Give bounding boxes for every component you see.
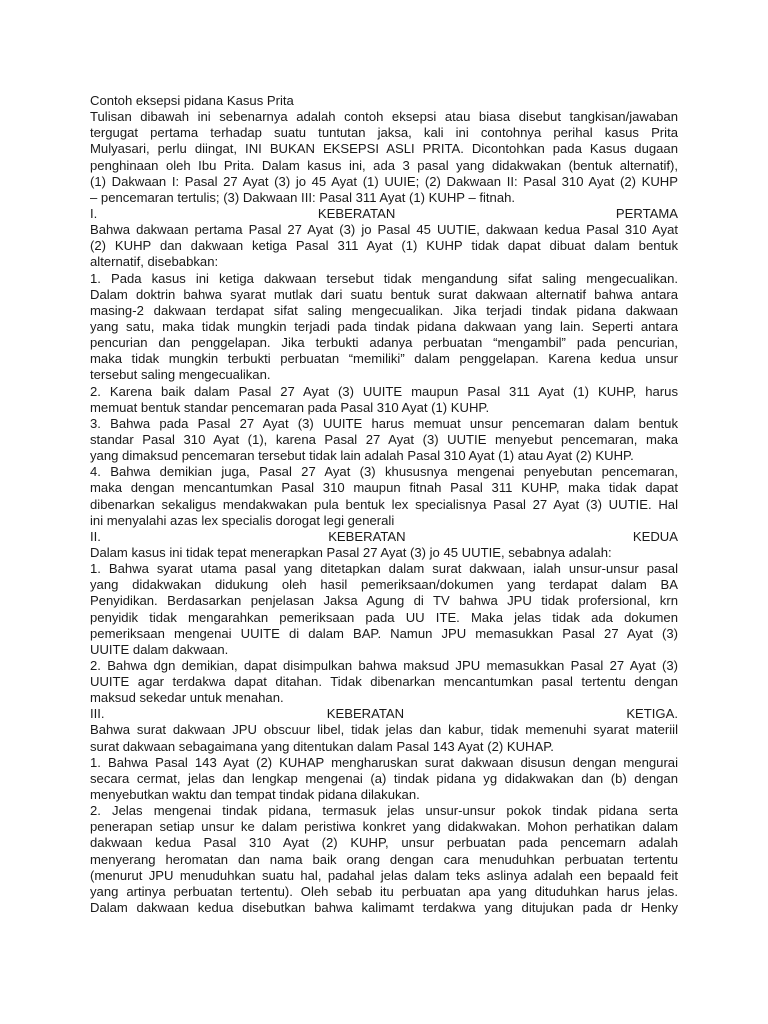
- text-line: Tulisan dibawah ini sebenarnya adalah contoh eksepsi atau biasa disebut tangkisan/jawaban: [90, 109, 678, 125]
- text-line: masing-2 dakwaan terdapat sifat saling mengecualikan. Jika terjadi tindak pidana dakwaan: [90, 302, 678, 318]
- text-line: menyerang heromatan dan nama baik orang dengan cara menuduhkan perbuatan tertentu: [90, 851, 678, 867]
- text-line: Dalam kasus ini tidak tepat menerapkan Pasal 27 Ayat (3) jo 45 UUTIE, sebabnya adalah:: [90, 544, 612, 560]
- text-line: maksud sekedar untuk menahan.: [90, 690, 284, 706]
- text-line: 2. Karena baik dalam Pasal 27 Ayat (3) UUITE maupun Pasal 311 Ayat (1) KUHP, harus: [90, 383, 678, 399]
- section-heading-part: III.: [90, 706, 105, 722]
- text-line: 4. Bahwa demikian juga, Pasal 27 Ayat (3) khususnya mengenai penyebutan pencemaran,: [90, 464, 678, 480]
- section-heading-part: KEBERATAN: [317, 205, 396, 221]
- text-line: menyebutkan waktu dan tempat tindak pidana dilakukan.: [90, 787, 420, 803]
- text-line: dibenarkan sekaligus mendakwakan pula bentuk lex specialisnya Pasal 27 Ayat (3) UUTIE. Hal: [90, 496, 678, 512]
- text-line: 2. Bahwa dgn demikian, dapat disimpulkan bahwa maksud JPU memasukkan Pasal 27 Ayat (3): [90, 657, 678, 673]
- text-line: yang artinya perbuatan tertentu). Oleh sebab itu perbuatan apa yang dituduhkan harus jelas.: [90, 883, 678, 899]
- section-heading: [90, 529, 678, 545]
- section-heading-part: KETIGA.: [626, 706, 678, 722]
- text-line: – pencemaran tertulis; (3) Dakwaan III: Pasal 311 Ayat (1) KUHP – fitnah.: [90, 189, 516, 205]
- text-line: penghinaan oleh Ibu Prita. Dalam kasus ini, ada 3 pasal yang didakwakan (bentuk alternatif),: [90, 157, 678, 173]
- section-heading-part: II.: [90, 528, 101, 544]
- text-line: pemeriksaan mengenai UUITE di dalam BAP. Namun JPU memasukkan Pasal 27 Ayat (3): [90, 625, 678, 641]
- text-line: (2) KUHP dan dakwaan ketiga Pasal 311 Ayat (1) KUHP tidak dapat dibuat dalam bentuk: [90, 238, 678, 254]
- section-heading: [90, 706, 678, 722]
- section-heading-part: KEDUA: [632, 528, 678, 544]
- text-line: standar Pasal 310 Ayat (1), karena Pasal 27 Ayat (3) UUTIE menyebut pencemaran, maka: [90, 431, 678, 447]
- section-heading: [90, 206, 678, 222]
- text-line: Mulyasari, perlu diingat, INI BUKAN EKSEPSI ASLI PRITA. Dicontohkan pada Kasus dugaan: [90, 141, 678, 157]
- text-line: Dalam doktrin bahwa syarat mutlak dari suatu bentuk surat dakwaan alternatif bahwa antara: [90, 286, 678, 302]
- text-line: UUITE dalam dakwaan.: [90, 641, 229, 657]
- text-line: alternatif, disebabkan:: [90, 254, 219, 270]
- section-heading-part: KEBERATAN: [328, 528, 406, 544]
- text-line: penyidik tidak mengarahkan pemeriksaan pada UU ITE. Maka jelas tidak ada dokumen: [90, 609, 678, 625]
- text-line: 1. Bahwa syarat utama pasal yang ditetapkan dalam surat dakwaan, ialah unsur-unsur pasal: [90, 561, 678, 577]
- text-line: Penyidikan. Berdasarkan penjelasan Jaksa Agung di TV bahwa JPU tidak profersional, krn: [90, 593, 678, 609]
- section-heading-part: I.: [90, 205, 98, 221]
- text-line: (1) Dakwaan I: Pasal 27 Ayat (3) jo 45 Ayat (1) UUIE; (2) Dakwaan II: Pasal 310 Ayat (2) KUHP: [90, 173, 678, 189]
- text-line: surat dakwaan sebagaimana yang ditentukan dalam Pasal 143 Ayat (2) KUHAP.: [90, 738, 554, 754]
- section-heading-part: PERTAMA: [615, 205, 678, 221]
- text-line: yang dimaksud pencemaran tersebut tidak lain adalah Pasal 310 Ayat (1) atau Ayat (2) KUHP.: [90, 448, 634, 464]
- text-line: yang satu, maka tidak mungkin terjadi pada tindak pidana dakwaan yang lain. Seperti antara: [90, 318, 678, 334]
- document-title: Contoh eksepsi pidana Kasus Prita: [90, 93, 294, 108]
- text-line: 1. Bahwa Pasal 143 Ayat (2) KUHAP mengharuskan surat dakwaan disusun dengan mengurai: [90, 754, 678, 770]
- text-line: maka dengan mencantumkan Pasal 310 maupun fitnah Pasal 311 KUHP, maka tidak dapat: [90, 480, 678, 496]
- text-line: 3. Bahwa pada Pasal 27 Ayat (3) UUITE harus memuat unsur pencemaran dalam bentuk: [90, 415, 678, 431]
- section-heading-part: KEBERATAN: [326, 706, 405, 722]
- text-line: tergugat pertama terhadap suatu tuntutan jaksa, kali ini contohnya perihal kasus Prita: [90, 125, 678, 141]
- text-line: Dalam dakwaan kedua disebutkan bahwa kalimamt terdakwa yang ditujukan pada dr Henky: [90, 900, 678, 916]
- text-line: tersebut saling mengecualikan.: [90, 367, 271, 383]
- text-line: 1. Pada kasus ini ketiga dakwaan tersebut tidak mengandung sifat saling mengecualikan.: [90, 270, 678, 286]
- text-line: (menurut JPU menuduhkan suatu hal, padahal jelas dalam teks aslinya adalah een bepaald feit: [90, 867, 678, 883]
- text-line: memuat bentuk standar pencemaran pada Pasal 310 Ayat (1) KUHP.: [90, 399, 490, 415]
- text-line: ini menyalahi azas lex specialis dorogat legi generali: [90, 512, 395, 528]
- text-line: Bahwa dakwaan pertama Pasal 27 Ayat (3) jo Pasal 45 UUTIE, dakwaan kedua Pasal 310 Ayat: [90, 222, 678, 238]
- text-line: UUITE agar terdakwa dapat ditahan. Tidak dibenarkan mencantumkan pasal tertentu dengan: [90, 674, 678, 690]
- text-line: dakwaan kedua Pasal 310 Ayat (2) KUHP, unsur perbuatan pada pencemarn adalah: [90, 835, 678, 851]
- text-line: yang didakwakan didukung oleh hasil pemeriksaan/dokumen yang terdapat dalam BA: [90, 577, 678, 593]
- text-line: pencurian dan penggelapan. Jika terbukti adanya perbuatan “mengambil” pada pencurian,: [90, 335, 678, 351]
- text-line: penerapan setiap unsur ke dalam peristiwa konkret yang didakwakan. Mohon perhatikan dalam: [90, 819, 678, 835]
- text-line: 2. Jelas mengenai tindak pidana, termasuk jelas unsur-unsur pokok tindak pidana serta: [90, 803, 678, 819]
- text-line: secara cermat, jelas dan lengkap mengenai (a) tindak pidana yg didakwakan dan (b) dengan: [90, 770, 678, 786]
- text-line: Bahwa surat dakwaan JPU obscuur libel, tidak jelas dan kabur, tidak memenuhi syarat materiil: [90, 722, 678, 738]
- text-line: maka tidak mungkin terbukti perbuatan “memiliki” dalam penggelapan. Karena kedua unsur: [90, 351, 678, 367]
- document-body: [90, 93, 678, 916]
